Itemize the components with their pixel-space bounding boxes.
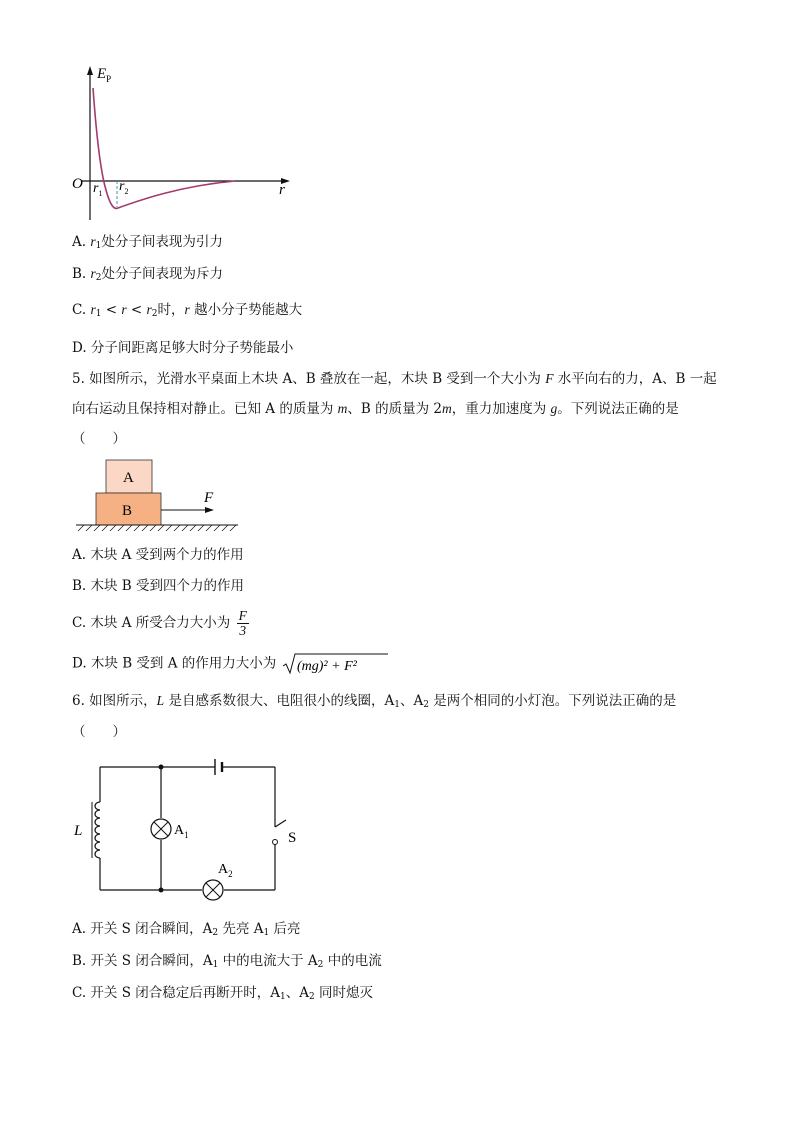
switch-label: S (288, 830, 297, 846)
q4-option-c: C. $r_1 < r < r_2$时，r 越小分子势能越大 (72, 302, 303, 319)
q5-stem: 5. 如图所示，光滑水平桌面上木块 A、B 叠放在一起，木块 B 受到一个大小为 F 水平向右的力，A、B 一起向右运动且保持相对静止。已知 A 的质量为 m、B 的质量为 2m，重力加速度为 g。下列说法正确的是 (72, 371, 717, 417)
lamp-a2-label: $A_2$ (218, 862, 233, 879)
table-hatching (78, 525, 236, 531)
q6-option-b: B. 开关 S 闭合瞬间，$A_1$ 中的电流大于 $A_2$ 中的电流 (72, 953, 382, 970)
block-b-label: B (122, 503, 133, 519)
q6-answer-paren: （ ） (72, 724, 126, 740)
q5-option-a: A. 木块 A 受到两个力的作用 (72, 547, 244, 563)
switch-contact (273, 840, 278, 845)
q5-answer-paren: （ ） (72, 431, 126, 447)
sqrt-expression (281, 652, 389, 676)
block-a-label: A (123, 470, 134, 486)
y-axis-label: $E_P$ (97, 66, 112, 84)
r2-label: $r_2$ (119, 179, 129, 196)
circuit-diagram (70, 752, 310, 902)
y-axis-arrow (87, 66, 93, 75)
force-label: F (204, 490, 214, 506)
potential-curve (93, 88, 235, 208)
q6-option-c: C. 开关 S 闭合稳定后再断开时，$A_1$、$A_2$ 同时熄灭 (72, 985, 374, 1002)
origin-label: O (72, 176, 83, 192)
inductor-coil (95, 802, 100, 858)
svg-text:(mg)² + F²: (mg)² + F² (296, 659, 357, 674)
q4-option-d: D. 分子间距离足够大时分子势能最小 (72, 340, 294, 356)
potential-energy-graph (60, 60, 300, 225)
force-arrowhead (205, 507, 214, 513)
q5-option-c: C. 木块 A 所受合力大小为 $\frac{F}{3}$ (72, 608, 247, 638)
r1-label: $r_1$ (93, 181, 103, 198)
blocks-figure (72, 456, 247, 538)
fraction-f-over-3: $\frac{F}{3}$ (238, 608, 247, 638)
switch-s (275, 820, 286, 827)
q5-option-d: D. 木块 B 受到 A 的作用力大小为 (mg)² + F² (72, 652, 389, 676)
q5-option-b: B. 木块 B 受到四个力的作用 (72, 578, 245, 594)
q4-option-b: B. $r_2$处分子间表现为斥力 (72, 266, 224, 283)
q4-option-a: A. $r_1$处分子间表现为引力 (72, 234, 223, 251)
q6-stem: 6. 如图所示，L 是自感系数很大、电阻很小的线圈，$A_1$、$A_2$ 是两个相同的小灯泡。下列说法正确的是 (72, 693, 677, 710)
lamp-a1-label: $A_1$ (174, 823, 189, 840)
x-axis-label: r (279, 182, 285, 198)
inductor-label: L (74, 823, 83, 839)
q6-option-a: A. 开关 S 闭合瞬间，$A_2$ 先亮 $A_1$ 后亮 (72, 921, 301, 938)
